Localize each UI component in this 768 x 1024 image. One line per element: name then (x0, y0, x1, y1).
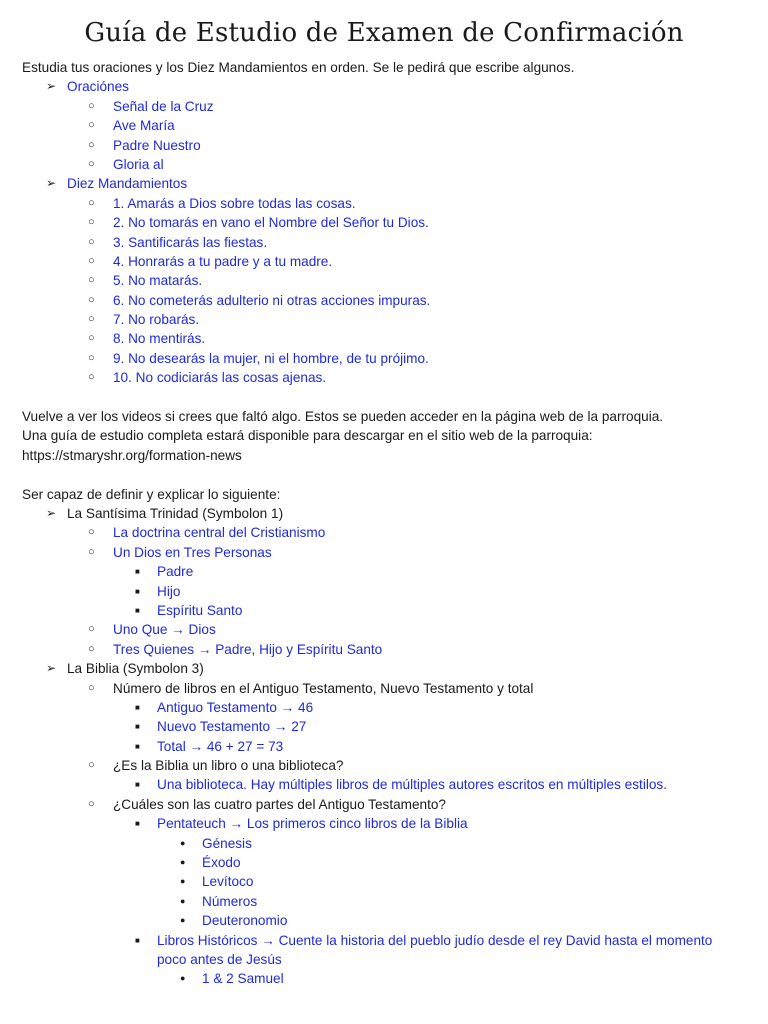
hollow-circle-bullet-icon: ○ (88, 526, 95, 539)
list-item-biblia (22, 659, 752, 678)
videos-note: Vuelve a ver los videos si crees que faltó algo. Estos se pueden acceder en la página web de la parroquia. (22, 409, 664, 425)
guide-note: Una guía de estudio completa estará disponible para descargar en el sitio web de la parroquia: (22, 428, 593, 444)
hollow-circle-bullet-icon: ○ (88, 293, 95, 306)
document-body (22, 58, 752, 989)
hollow-circle-bullet-icon: ○ (88, 216, 95, 229)
filled-square-bullet-icon: ■ (135, 605, 140, 615)
list-item: ○ La doctrina central del Cristianismo (22, 523, 752, 542)
arrowhead-bullet-icon: ➢ (46, 661, 57, 676)
hollow-circle-bullet-icon: ○ (88, 196, 95, 209)
list-item: ■ Antiguo Testamento → 46 (22, 698, 752, 717)
list-item: ■ Espíritu Santo (22, 601, 752, 620)
filled-circle-bullet-icon: ● (180, 837, 186, 848)
oraciones-heading: Oraciónes (67, 79, 129, 95)
filled-square-bullet-icon: ■ (135, 819, 140, 829)
hollow-circle-bullet-icon: ○ (88, 759, 95, 772)
hollow-circle-bullet-icon: ○ (88, 274, 95, 287)
list-item: ○ Número de libros en el Antiguo Testamento, Nuevo Testamento y total (22, 679, 752, 698)
filled-circle-bullet-icon: ● (180, 973, 186, 984)
arrowhead-bullet-icon: ➢ (46, 505, 57, 520)
list-item: ● Levítoco (22, 872, 752, 891)
list-item: ■ Nuevo Testamento → 27 (22, 717, 752, 736)
hollow-circle-bullet-icon: ○ (88, 681, 95, 694)
list-item: ● 1 & 2 Samuel (22, 969, 752, 988)
list-item: ○ 9. No desearás la mujer, ni el hombre, de tu prójimo. (22, 349, 752, 368)
intro-text: Estudia tus oraciones y los Diez Mandamientos en orden. Se le pedirá que escribe algunos. (22, 60, 575, 75)
filled-square-bullet-icon: ■ (135, 586, 140, 596)
list-item: ○ Ave María (22, 116, 752, 135)
filled-square-bullet-icon: ■ (135, 722, 140, 732)
list-item: ○ 5. No matarás. (22, 271, 752, 290)
filled-square-bullet-icon: ■ (135, 702, 140, 712)
list-item: ○ 7. No robarás. (22, 310, 752, 329)
list-item: ○ Uno Que → Dios (22, 620, 752, 639)
guide-url-link[interactable]: https://stmaryshr.org/formation-news (22, 447, 242, 463)
list-item: ○ 2. No tomarás en vano el Nombre del Señor tu Dios. (22, 213, 752, 232)
filled-circle-bullet-icon: ● (180, 915, 186, 926)
spacer (22, 465, 752, 484)
spacer (22, 388, 752, 407)
hollow-circle-bullet-icon: ○ (88, 99, 95, 112)
list-item: ■ Hijo (22, 582, 752, 601)
hollow-circle-bullet-icon: ○ (88, 642, 95, 655)
hollow-circle-bullet-icon: ○ (88, 797, 95, 810)
hollow-circle-bullet-icon: ○ (88, 138, 95, 151)
list-item: ■ Pentateuch → Los primeros cinco libros de la Biblia (22, 814, 752, 833)
list-item: ○ Padre Nuestro (22, 136, 752, 155)
list-item: ○ 10. No codiciarás las cosas ajenas. (22, 368, 752, 387)
list-item: ■ Padre (22, 562, 752, 581)
list-item: ○ 1. Amarás a Dios sobre todas las cosas. (22, 194, 752, 213)
hollow-circle-bullet-icon: ○ (88, 545, 95, 558)
filled-square-bullet-icon: ■ (135, 741, 140, 751)
hollow-circle-bullet-icon: ○ (88, 157, 95, 170)
list-item-mandamientos (22, 174, 752, 193)
list-item: ■ Una biblioteca. Hay múltiples libros de múltiples autores escritos en múltiples estilos. (22, 775, 752, 794)
list-item: ○ 3. Santificarás las fiestas. (22, 233, 752, 252)
list-item: ○ ¿Cuáles son las cuatro partes del Antiguo Testamento? (22, 795, 752, 814)
filled-circle-bullet-icon: ● (180, 857, 186, 868)
hollow-circle-bullet-icon: ○ (88, 254, 95, 267)
hollow-circle-bullet-icon: ○ (88, 623, 95, 636)
filled-circle-bullet-icon: ● (180, 876, 186, 887)
hollow-circle-bullet-icon: ○ (88, 332, 95, 345)
list-item: ○ 4. Honrarás a tu padre y a tu madre. (22, 252, 752, 271)
hollow-circle-bullet-icon: ○ (88, 351, 95, 364)
mandamientos-heading: Diez Mandamientos (67, 176, 188, 192)
list-item-oraciones (22, 77, 752, 96)
arrowhead-bullet-icon: ➢ (46, 79, 57, 94)
hollow-circle-bullet-icon: ○ (88, 371, 95, 384)
arrowhead-bullet-icon: ➢ (46, 176, 57, 191)
list-item: ○ ¿Es la Biblia un libro o una biblioteca? (22, 756, 752, 775)
page-title: Guía de Estudio de Examen de Confirmación (84, 18, 684, 48)
list-item: ● Éxodo (22, 853, 752, 872)
list-item: ● Génesis (22, 834, 752, 853)
filled-square-bullet-icon: ■ (135, 935, 140, 945)
filled-square-bullet-icon: ■ (135, 780, 140, 790)
list-item: ● Números (22, 892, 752, 911)
list-item: ■ Total → 46 + 27 = 73 (22, 737, 752, 756)
hollow-circle-bullet-icon: ○ (88, 119, 95, 132)
list-item: ● Deuteronomio (22, 911, 752, 930)
list-item: ■ Libros Históricos → Cuente la historia del pueblo judío desde el rey David hasta el momento poco antes de Jesús (135, 932, 713, 967)
list-item: ○ Gloria al (22, 155, 752, 174)
list-item: ○ Un Dios en Tres Personas (22, 543, 752, 562)
list-item: ○ Señal de la Cruz (22, 97, 752, 116)
filled-circle-bullet-icon: ● (180, 895, 186, 906)
define-intro: Ser capaz de definir y explicar lo siguiente: (22, 486, 281, 502)
list-item: ○ 8. No mentirás. (22, 329, 752, 348)
trinidad-heading: La Santísima Trinidad (Symbolon 1) (67, 505, 284, 521)
list-item-trinidad (22, 504, 752, 523)
filled-square-bullet-icon: ■ (135, 567, 140, 577)
hollow-circle-bullet-icon: ○ (88, 235, 95, 248)
hollow-circle-bullet-icon: ○ (88, 313, 95, 326)
list-item: ○ 6. No cometerás adulterio ni otras acciones impuras. (22, 291, 752, 310)
biblia-heading: La Biblia (Symbolon 3) (67, 661, 204, 677)
list-item: ○ Tres Quienes → Padre, Hijo y Espíritu Santo (22, 640, 752, 659)
